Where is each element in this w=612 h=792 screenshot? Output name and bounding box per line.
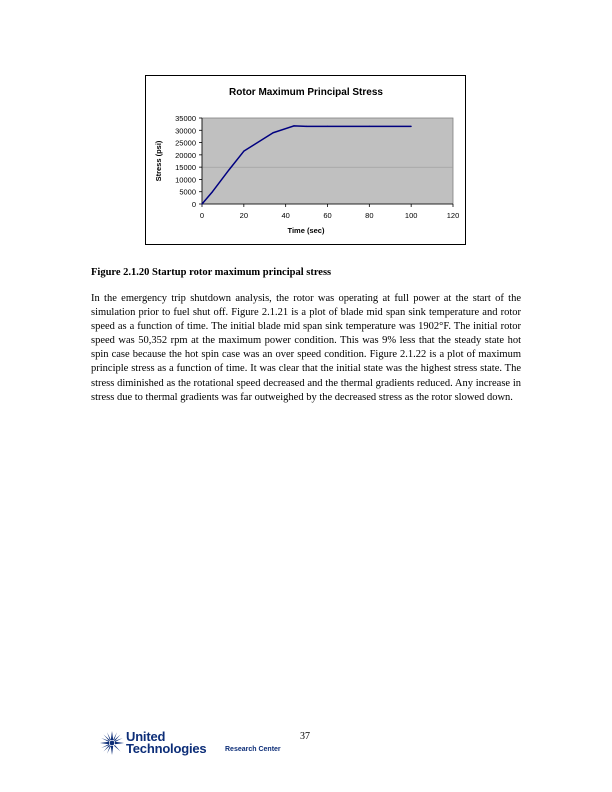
logo-text-research-center: Research Center	[225, 746, 281, 753]
data-point	[243, 151, 244, 152]
y-tick-label: 35000	[175, 114, 196, 123]
logo-text-united: United	[126, 729, 166, 744]
stress-chart	[146, 76, 467, 246]
data-point	[293, 125, 294, 126]
x-tick-label: 80	[365, 211, 374, 220]
chart-container	[145, 75, 466, 245]
x-tick-label: 120	[446, 211, 460, 220]
y-tick-label: 10000	[175, 175, 196, 185]
data-point	[411, 126, 412, 127]
y-tick-label: 0	[191, 200, 196, 209]
x-tick-label: 0	[199, 211, 205, 220]
data-point	[212, 191, 213, 192]
data-point	[369, 126, 370, 127]
data-point	[327, 126, 328, 127]
chart-title: Rotor Maximum Principal Stress	[229, 87, 383, 98]
figure-caption: Figure 2.1.20 Startup rotor maximum principal stress	[91, 267, 332, 278]
y-tick-label: 5000	[179, 187, 196, 197]
x-tick-label: 100	[404, 211, 418, 220]
data-point	[229, 169, 230, 170]
page-number: 37	[300, 731, 310, 742]
plot-area	[202, 118, 453, 204]
data-point	[273, 132, 274, 133]
x-tick-label: 60	[323, 211, 332, 220]
utc-logo	[99, 730, 299, 758]
x-tick-label: 40	[281, 211, 290, 220]
y-tick-label: 15000	[175, 163, 196, 173]
y-tick-label: 20000	[175, 150, 196, 160]
y-axis-label: Stress (psi)	[154, 140, 163, 182]
x-tick-label: 20	[239, 211, 249, 220]
y-tick-label: 30000	[175, 126, 196, 136]
utc-logo-icon	[99, 730, 125, 756]
logo-text-technologies: Technologies	[126, 741, 207, 756]
x-axis-label: Time (sec)	[287, 226, 325, 235]
data-point	[306, 126, 307, 127]
data-point	[201, 203, 202, 204]
body-paragraph: In the emergency trip shutdown analysis, the rotor was operating at full power at the start of the simulation prior to fuel shut off. Figure 2.1.21 is a plot of blade mid span sink temperature and rotor speed as a function of time. The initial blade mid span sink temperature was 1902°F. The initial rotor speed was 50,352 rpm at the maximum power condition. This was 9% less that the steady state hot spin case because the hot spin case was an over speed condition. Figure 2.1.22 is a plot of maximum principle stress as a function of time. It was clear that the initial state was the highest stress state. The stress diminished as the rotational speed decreased and the thermal gradients reduced. Any increase in stress due to thermal gradients was far outweighed by the decreased stress as the rotor slowed down.	[91, 293, 521, 403]
y-tick-label: 25000	[175, 138, 196, 148]
